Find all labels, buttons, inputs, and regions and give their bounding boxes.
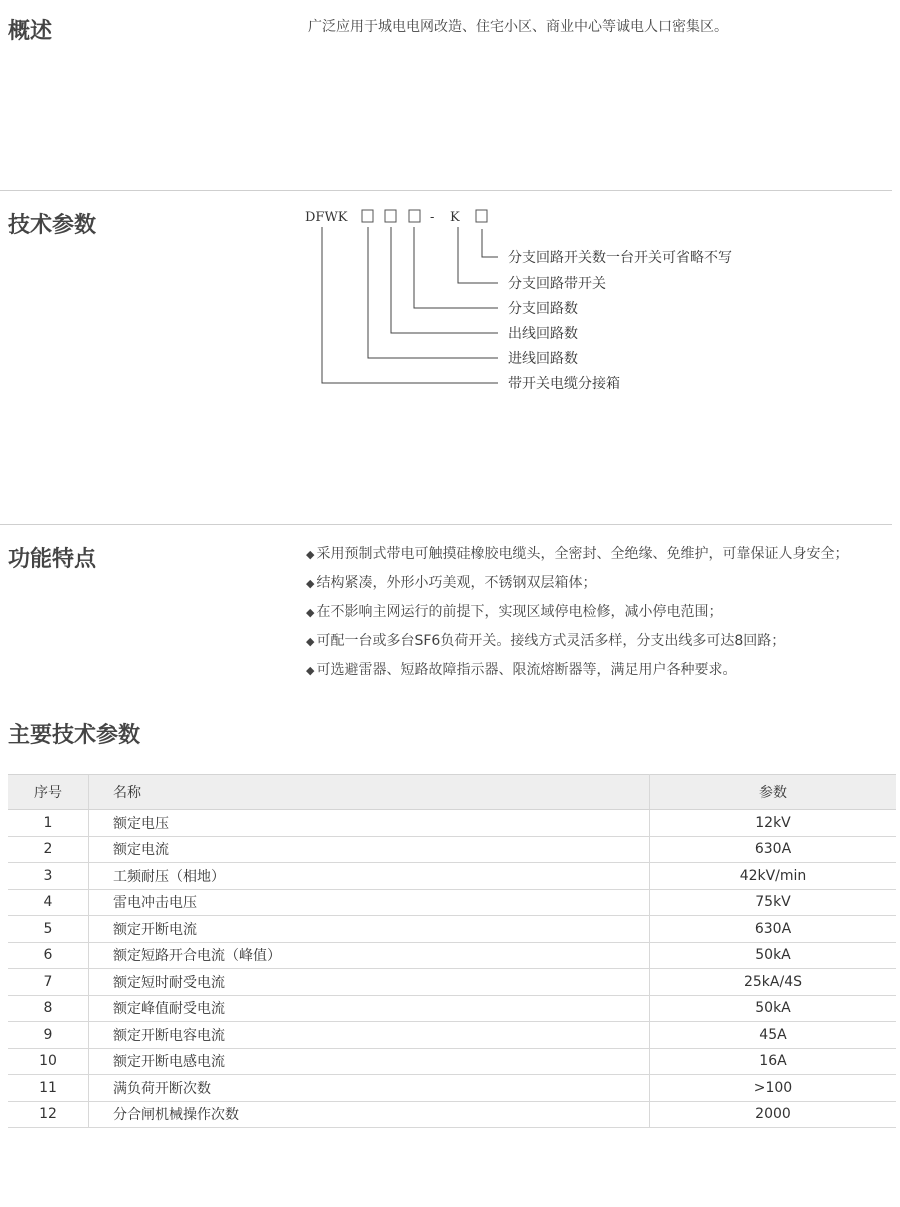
row-value: 45A [650,1022,897,1049]
tech-params-heading: 技术参数 [8,213,97,238]
overview-text: 广泛应用于城电电网改造、住宅小区、商业中心等诚电人口密集区。 [308,19,728,35]
row-name: 工频耐压（相地） [89,863,650,890]
code-label-incoming-count: 进线回路数 [508,351,578,367]
table-row [8,969,896,996]
feature-item: ◆ 结构紧凑，外形小巧美观，不锈钢双层箱体； [306,569,896,598]
leader-line-1 [482,229,498,257]
features-heading: 功能特点 [8,547,97,572]
code-label-outgoing-count: 出线回路数 [508,326,578,342]
row-value: 2000 [650,1101,897,1128]
code-dash: - [430,210,435,225]
row-value: >100 [650,1075,897,1102]
table-row [8,810,896,837]
main-params-heading: 主要技术参数 [8,723,141,748]
table-row [8,1101,896,1128]
row-name: 额定峰值耐受电流 [89,995,650,1022]
code-box-incoming [362,210,373,222]
row-no: 4 [8,889,89,916]
row-no: 6 [8,942,89,969]
row-no: 12 [8,1101,89,1128]
table-row [8,1022,896,1049]
table-row [8,863,896,890]
column-header-value: 参数 [650,775,897,810]
leader-line-3 [414,227,498,308]
section-divider [0,190,892,191]
row-name: 额定短路开合电流（峰值） [89,942,650,969]
code-box-outgoing [385,210,396,222]
section-divider [0,524,892,525]
row-value: 16A [650,1048,897,1075]
table-header-row [8,775,896,810]
row-no: 5 [8,916,89,943]
code-prefix: DFWK [305,210,348,225]
overview-heading: 概述 [8,19,53,44]
column-header-name: 名称 [89,775,650,810]
row-value: 25kA/4S [650,969,897,996]
column-header-no: 序号 [8,775,89,810]
row-name: 额定电压 [89,810,650,837]
code-box-switch-count [476,210,487,222]
table-row [8,836,896,863]
row-value: 50kA [650,942,897,969]
row-no: 8 [8,995,89,1022]
row-name: 额定开断电容电流 [89,1022,650,1049]
row-no: 10 [8,1048,89,1075]
table-row [8,916,896,943]
row-name: 额定电流 [89,836,650,863]
leader-line-5 [368,227,498,358]
code-label-product: 带开关电缆分接箱 [508,376,620,392]
row-value: 75kV [650,889,897,916]
row-no: 9 [8,1022,89,1049]
row-name: 满负荷开断次数 [89,1075,650,1102]
table-row [8,995,896,1022]
row-name: 额定短时耐受电流 [89,969,650,996]
code-label-switch-count: 分支回路开关数一台开关可省略不写 [508,250,732,266]
row-value: 630A [650,916,897,943]
row-no: 3 [8,863,89,890]
row-no: 1 [8,810,89,837]
table-row [8,1075,896,1102]
leader-line-2 [458,227,498,283]
row-value: 630A [650,836,897,863]
feature-item: ◆ 可选避雷器、短路故障指示器、限流熔断器等，满足用户各种要求。 [306,656,896,685]
row-name: 雷电冲击电压 [89,889,650,916]
feature-item: ◆ 在不影响主网运行的前提下，实现区域停电检修，减小停电范围； [306,598,896,627]
leader-line-6 [322,227,498,383]
params-table [8,774,896,1128]
code-label-branch-switch: 分支回路带开关 [508,276,606,292]
code-k: K [450,210,460,225]
feature-item: ◆ 采用预制式带电可触摸硅橡胶电缆头，全密封、全绝缘、免维护，可靠保证人身安全； [306,540,896,569]
row-no: 11 [8,1075,89,1102]
row-value: 42kV/min [650,863,897,890]
code-box-branch [409,210,420,222]
row-name: 额定开断电流 [89,916,650,943]
features-list [306,540,896,685]
row-name: 额定开断电感电流 [89,1048,650,1075]
row-value: 50kA [650,995,897,1022]
row-name: 分合闸机械操作次数 [89,1101,650,1128]
feature-item: ◆ 可配一台或多台SF6负荷开关。接线方式灵活多样，分支出线多可达8回路； [306,627,896,656]
model-code-diagram [300,205,800,405]
row-value: 12kV [650,810,897,837]
row-no: 2 [8,836,89,863]
row-no: 7 [8,969,89,996]
table-row [8,1048,896,1075]
table-row [8,889,896,916]
code-label-branch-count: 分支回路数 [508,301,578,317]
table-row [8,942,896,969]
